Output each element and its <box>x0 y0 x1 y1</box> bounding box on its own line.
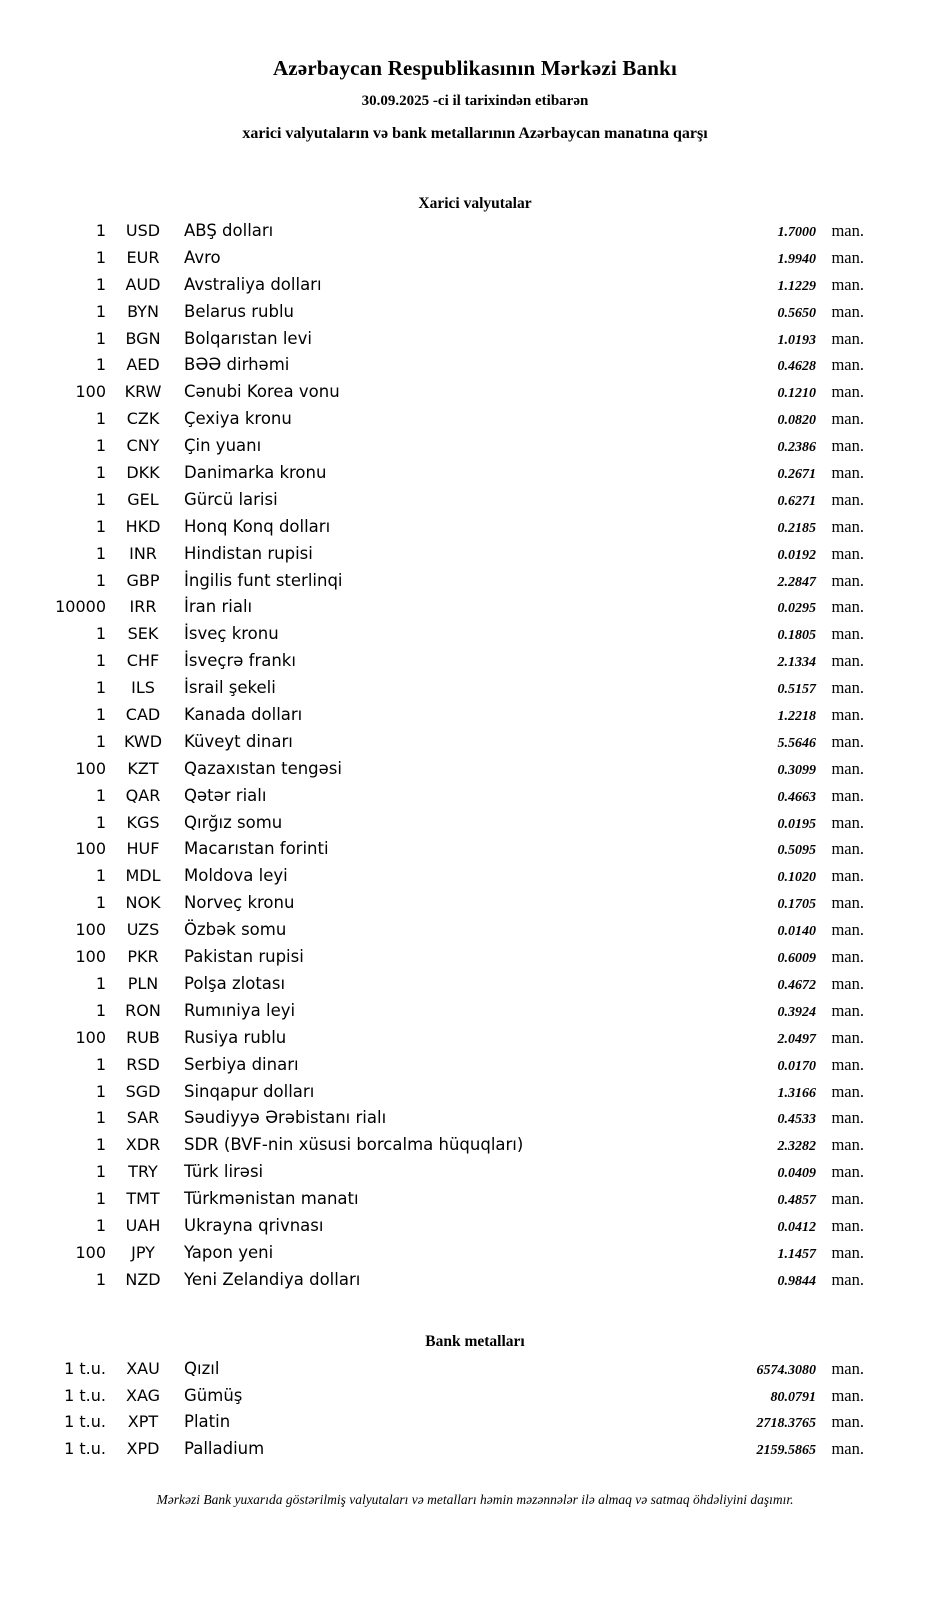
table-row <box>52 624 864 651</box>
currency-name: Çexiya kronu <box>184 409 292 429</box>
table-row <box>52 1028 864 1055</box>
unit-label: man. <box>831 570 864 590</box>
table-row <box>52 1108 864 1135</box>
currency-name: İsrail şekeli <box>184 678 276 698</box>
quantity: 1 <box>95 866 106 886</box>
unit-label: man. <box>831 543 864 563</box>
currency-code: CAD <box>125 705 161 725</box>
rate-value: 0.0195 <box>777 816 816 832</box>
rate-value: 0.4672 <box>777 977 816 993</box>
currency-name: Türk lirəsi <box>184 1162 264 1182</box>
quantity: 1 <box>95 247 106 267</box>
rate-value: 2.1334 <box>777 655 816 671</box>
unit-label: man. <box>831 920 864 940</box>
unit-label: man. <box>831 382 864 402</box>
unit-label: man. <box>831 247 864 267</box>
unit-label: man. <box>831 1269 864 1289</box>
unit-label: man. <box>831 1054 864 1074</box>
quantity: 1 <box>95 221 106 240</box>
rate-value: 1.3166 <box>777 1085 816 1101</box>
rate-value: 2.2847 <box>777 574 816 590</box>
currency-code: IRR <box>129 597 157 617</box>
table-row <box>52 490 864 517</box>
table-row <box>52 463 864 490</box>
currency-code: NOK <box>125 893 161 913</box>
quantity: 1 <box>95 812 106 832</box>
rate-value: 0.0820 <box>777 413 816 429</box>
rate-value: 1.9940 <box>777 251 816 267</box>
currency-code: MDL <box>125 866 161 886</box>
currency-name: Özbək somu <box>184 920 287 940</box>
currency-name: ABŞ dolları <box>184 221 274 240</box>
quantity: 1 t.u. <box>64 1385 106 1405</box>
table-row <box>52 597 864 624</box>
rate-value: 1.1229 <box>777 278 816 294</box>
currency-code: SEK <box>127 624 159 644</box>
metals-table <box>52 1359 864 1467</box>
currency-code: TMT <box>126 1189 160 1209</box>
unit-label: man. <box>831 678 864 698</box>
unit-label: man. <box>831 1412 864 1432</box>
currency-code: GBP <box>126 570 160 590</box>
table-row <box>52 839 864 866</box>
quantity: 100 <box>75 947 106 967</box>
currency-code: HKD <box>125 516 161 536</box>
table-row <box>52 248 864 275</box>
rate-value: 0.0140 <box>777 924 816 940</box>
table-row <box>52 1359 864 1386</box>
rate-value: 0.6009 <box>777 951 816 967</box>
currency-name: İran rialı <box>184 597 253 617</box>
currency-code: DKK <box>126 463 160 483</box>
currency-code: BGN <box>125 328 161 348</box>
table-row <box>52 1135 864 1162</box>
currency-name: Hindistan rupisi <box>184 543 313 563</box>
currency-code: PLN <box>127 973 159 993</box>
currency-code: KZT <box>127 758 159 778</box>
unit-label: man. <box>831 705 864 725</box>
quantity: 1 <box>95 1162 106 1182</box>
currency-code: NZD <box>125 1269 161 1289</box>
table-row <box>52 1439 864 1466</box>
currency-name: Gümüş <box>184 1385 243 1405</box>
rate-value: 0.9844 <box>777 1273 816 1289</box>
quantity: 1 <box>95 785 106 805</box>
currency-name: Qırğız somu <box>184 812 283 832</box>
currency-code: XDR <box>125 1135 161 1155</box>
rate-value: 0.2386 <box>777 440 816 456</box>
rate-value: 0.5095 <box>777 843 816 859</box>
currency-table <box>52 221 864 1297</box>
quantity: 100 <box>75 382 106 402</box>
unit-label: man. <box>831 1242 864 1262</box>
quantity: 1 <box>95 678 106 698</box>
rate-value: 2159.5865 <box>756 1443 816 1459</box>
currency-code: JPY <box>131 1242 155 1262</box>
unit-label: man. <box>831 409 864 429</box>
quantity: 100 <box>75 1027 106 1047</box>
table-row <box>52 759 864 786</box>
table-row <box>52 221 864 248</box>
rate-value: 0.6271 <box>777 493 816 509</box>
currency-code: KWD <box>123 731 163 751</box>
rate-value: 0.0412 <box>777 1219 816 1235</box>
currency-name: Rusiya rublu <box>184 1027 287 1047</box>
unit-label: man. <box>831 785 864 805</box>
section-title-currencies: Xarici valyutalar <box>418 195 532 212</box>
rate-value: 5.5646 <box>777 735 816 751</box>
currency-code: HUF <box>126 839 160 859</box>
table-row <box>52 329 864 356</box>
currency-code: XAG <box>125 1385 161 1405</box>
rate-value: 80.0791 <box>770 1389 816 1405</box>
rate-value: 0.4663 <box>777 789 816 805</box>
quantity: 1 <box>95 1269 106 1289</box>
currency-name: Palladium <box>184 1439 265 1459</box>
currency-code: SAR <box>126 1108 160 1128</box>
unit-label: man. <box>831 1000 864 1020</box>
table-row <box>52 355 864 382</box>
quantity: 1 <box>95 1215 106 1235</box>
quantity: 1 <box>95 1135 106 1155</box>
unit-label: man. <box>831 1108 864 1128</box>
table-row <box>52 571 864 598</box>
quantity: 1 <box>95 1108 106 1128</box>
currency-code: XAU <box>126 1358 160 1378</box>
table-row <box>52 732 864 759</box>
unit-label: man. <box>831 1358 864 1378</box>
currency-code: BYN <box>127 301 159 321</box>
quantity: 1 <box>95 1189 106 1209</box>
quantity: 1 <box>95 355 106 375</box>
currency-code: ILS <box>131 678 155 698</box>
unit-label: man. <box>831 1135 864 1155</box>
unit-label: man. <box>831 624 864 644</box>
quantity: 1 <box>95 409 106 429</box>
table-row <box>52 1162 864 1189</box>
rate-value: 1.2218 <box>777 709 816 725</box>
unit-label: man. <box>831 866 864 886</box>
table-row <box>52 678 864 705</box>
table-row <box>52 517 864 544</box>
currency-code: SGD <box>125 1081 161 1101</box>
currency-name: Qazaxıstan tengəsi <box>184 758 342 778</box>
table-row <box>52 302 864 329</box>
unit-label: man. <box>831 597 864 617</box>
currency-code: AUD <box>125 274 161 294</box>
currency-code: RUB <box>126 1027 160 1047</box>
quantity: 1 t.u. <box>64 1439 106 1459</box>
currency-name: Pakistan rupisi <box>184 947 304 967</box>
quantity: 1 <box>95 489 106 509</box>
currency-name: Qətər rialı <box>184 785 267 805</box>
currency-name: Serbiya dinarı <box>184 1054 299 1074</box>
quantity: 1 <box>95 274 106 294</box>
currency-name: İsveçrə frankı <box>184 651 296 671</box>
rate-value: 0.2671 <box>777 467 816 483</box>
unit-label: man. <box>831 731 864 751</box>
quantity: 1 <box>95 328 106 348</box>
rate-value: 0.3924 <box>777 1004 816 1020</box>
unit-label: man. <box>831 274 864 294</box>
currency-code: XPT <box>127 1412 159 1432</box>
quantity: 1 <box>95 1081 106 1101</box>
rate-value: 0.1705 <box>777 897 816 913</box>
currency-code: EUR <box>126 247 160 267</box>
unit-label: man. <box>831 839 864 859</box>
table-row <box>52 436 864 463</box>
rate-value: 2718.3765 <box>756 1416 816 1432</box>
currency-code: RON <box>125 1000 161 1020</box>
currency-code: QAR <box>125 785 161 805</box>
currency-code: CZK <box>126 409 160 429</box>
rate-value: 0.0170 <box>777 1058 816 1074</box>
rate-value: 6574.3080 <box>756 1362 816 1378</box>
currency-name: Küveyt dinarı <box>184 731 293 751</box>
rate-value: 0.1805 <box>777 628 816 644</box>
rate-value: 0.1210 <box>777 386 816 402</box>
currency-name: Sinqapur dolları <box>184 1081 315 1101</box>
quantity: 1 <box>95 463 106 483</box>
rate-value: 0.5650 <box>777 305 816 321</box>
rate-value: 1.0193 <box>777 332 816 348</box>
unit-label: man. <box>831 893 864 913</box>
unit-label: man. <box>831 1162 864 1182</box>
quantity: 1 <box>95 893 106 913</box>
quantity: 1 <box>95 543 106 563</box>
currency-code: PKR <box>127 947 159 967</box>
table-row <box>52 1412 864 1439</box>
unit-label: man. <box>831 436 864 456</box>
currency-name: Bolqarıstan levi <box>184 328 312 348</box>
currency-name: Rumıniya leyi <box>184 1000 296 1020</box>
currency-code: KRW <box>124 382 162 402</box>
quantity: 100 <box>75 839 106 859</box>
currency-name: Honq Konq dolları <box>184 516 331 536</box>
currency-name: Polşa zlotası <box>184 973 286 993</box>
currency-name: Norveç kronu <box>184 893 295 913</box>
unit-label: man. <box>831 516 864 536</box>
quantity: 1 <box>95 1000 106 1020</box>
quantity: 1 <box>95 624 106 644</box>
currency-code: AED <box>126 355 160 375</box>
table-row <box>52 382 864 409</box>
unit-label: man. <box>831 1439 864 1459</box>
quantity: 100 <box>75 920 106 940</box>
currency-code: KGS <box>126 812 160 832</box>
unit-label: man. <box>831 973 864 993</box>
quantity: 100 <box>75 758 106 778</box>
unit-label: man. <box>831 1081 864 1101</box>
unit-label: man. <box>831 1385 864 1405</box>
quantity: 1 <box>95 570 106 590</box>
currency-name: Yeni Zelandiya dolları <box>184 1269 361 1289</box>
table-row <box>52 1082 864 1109</box>
currency-name: Avstraliya dolları <box>184 274 322 294</box>
unit-label: man. <box>831 328 864 348</box>
currency-name: Moldova leyi <box>184 866 288 886</box>
rate-value: 0.4533 <box>777 1112 816 1128</box>
currency-code: XPD <box>126 1439 160 1459</box>
rate-value: 0.0409 <box>777 1166 816 1182</box>
currency-name: Çin yuanı <box>184 436 262 456</box>
unit-label: man. <box>831 947 864 967</box>
rate-value: 0.2185 <box>777 520 816 536</box>
unit-label: man. <box>831 355 864 375</box>
currency-code: USD <box>125 221 161 240</box>
currency-code: TRY <box>128 1162 158 1182</box>
currency-name: Platin <box>184 1412 231 1432</box>
currency-name: Avro <box>184 247 221 267</box>
quantity: 1 <box>95 651 106 671</box>
unit-label: man. <box>831 221 864 240</box>
currency-name: Ukrayna qrivnası <box>184 1215 324 1235</box>
unit-label: man. <box>831 1215 864 1235</box>
currency-name: Belarus rublu <box>184 301 295 321</box>
table-row <box>52 544 864 571</box>
table-row <box>52 947 864 974</box>
rate-value: 0.5157 <box>777 682 816 698</box>
currency-code: CHF <box>126 651 160 671</box>
table-row <box>52 1216 864 1243</box>
table-row <box>52 409 864 436</box>
table-row <box>52 974 864 1001</box>
unit-label: man. <box>831 758 864 778</box>
currency-name: Macarıstan forinti <box>184 839 329 859</box>
table-row <box>52 1270 864 1297</box>
quantity: 1 <box>95 705 106 725</box>
quantity: 1 <box>95 436 106 456</box>
quantity: 1 <box>95 973 106 993</box>
disclaimer: Mərkəzi Bank yuxarıda göstərilmiş valyutaları və metalları həmin məzənnələr ilə almaq və satmaq öhdəliyini daşımır. <box>156 1492 794 1508</box>
quantity: 1 <box>95 516 106 536</box>
section-title-metals: Bank metalları <box>425 1332 525 1350</box>
rate-value: 0.0295 <box>777 601 816 617</box>
rate-value: 0.3099 <box>777 762 816 778</box>
unit-label: man. <box>831 812 864 832</box>
currency-name: Kanada dolları <box>184 705 303 725</box>
table-row <box>52 705 864 732</box>
currency-code: CNY <box>126 436 160 456</box>
table-row <box>52 866 864 893</box>
currency-name: Gürcü larisi <box>184 489 278 509</box>
table-row <box>52 893 864 920</box>
table-row <box>52 275 864 302</box>
quantity: 1 t.u. <box>64 1358 106 1378</box>
unit-label: man. <box>831 301 864 321</box>
quantity: 100 <box>75 1242 106 1262</box>
date-subtitle: 30.09.2025 -ci il tarixindən etibarən <box>361 93 589 109</box>
currency-code: GEL <box>127 489 159 509</box>
unit-label: man. <box>831 1027 864 1047</box>
quantity: 1 <box>95 731 106 751</box>
quantity: 1 t.u. <box>64 1412 106 1432</box>
currency-name: BƏƏ dirhəmi <box>184 355 290 375</box>
currency-name: Cənubi Korea vonu <box>184 382 340 402</box>
table-row <box>52 1001 864 1028</box>
rate-value: 1.7000 <box>777 225 816 240</box>
rate-value: 2.3282 <box>777 1139 816 1155</box>
quantity: 1 <box>95 1054 106 1074</box>
table-row <box>52 920 864 947</box>
currency-name: SDR (BVF-nin xüsusi borcalma hüquqları) <box>184 1135 524 1155</box>
currency-code: RSD <box>126 1054 160 1074</box>
rate-value: 2.0497 <box>777 1031 816 1047</box>
quantity: 10000 <box>55 597 106 617</box>
currency-name: Danimarka kronu <box>184 463 327 483</box>
quantity: 1 <box>95 301 106 321</box>
table-row <box>52 1386 864 1413</box>
rate-value: 0.0192 <box>777 547 816 563</box>
unit-label: man. <box>831 1189 864 1209</box>
currency-name: Yapon yeni <box>184 1242 274 1262</box>
table-row <box>52 813 864 840</box>
currency-name: Qızıl <box>184 1358 220 1378</box>
currency-name: Türkmənistan manatı <box>184 1189 359 1209</box>
unit-label: man. <box>831 489 864 509</box>
scope-subtitle: xarici valyutaların və bank metallarının Azərbaycan manatına qarşı <box>242 125 708 142</box>
table-row <box>52 1055 864 1082</box>
currency-name: İsveç kronu <box>184 624 279 644</box>
currency-code: UZS <box>126 920 160 940</box>
unit-label: man. <box>831 651 864 671</box>
table-row <box>52 1243 864 1270</box>
page-title: Azərbaycan Respublikasının Mərkəzi Bankı <box>272 56 678 80</box>
currency-code: INR <box>129 543 157 563</box>
rate-value: 0.4628 <box>777 359 816 375</box>
rate-value: 0.1020 <box>777 870 816 886</box>
rate-value: 1.1457 <box>777 1246 816 1262</box>
currency-code: UAH <box>125 1215 161 1235</box>
table-row <box>52 1189 864 1216</box>
unit-label: man. <box>831 463 864 483</box>
table-row <box>52 786 864 813</box>
currency-name: Səudiyyə Ərəbistanı rialı <box>184 1108 387 1128</box>
currency-name: İngilis funt sterlinqi <box>184 570 343 590</box>
table-row <box>52 651 864 678</box>
rate-value: 0.4857 <box>777 1193 816 1209</box>
